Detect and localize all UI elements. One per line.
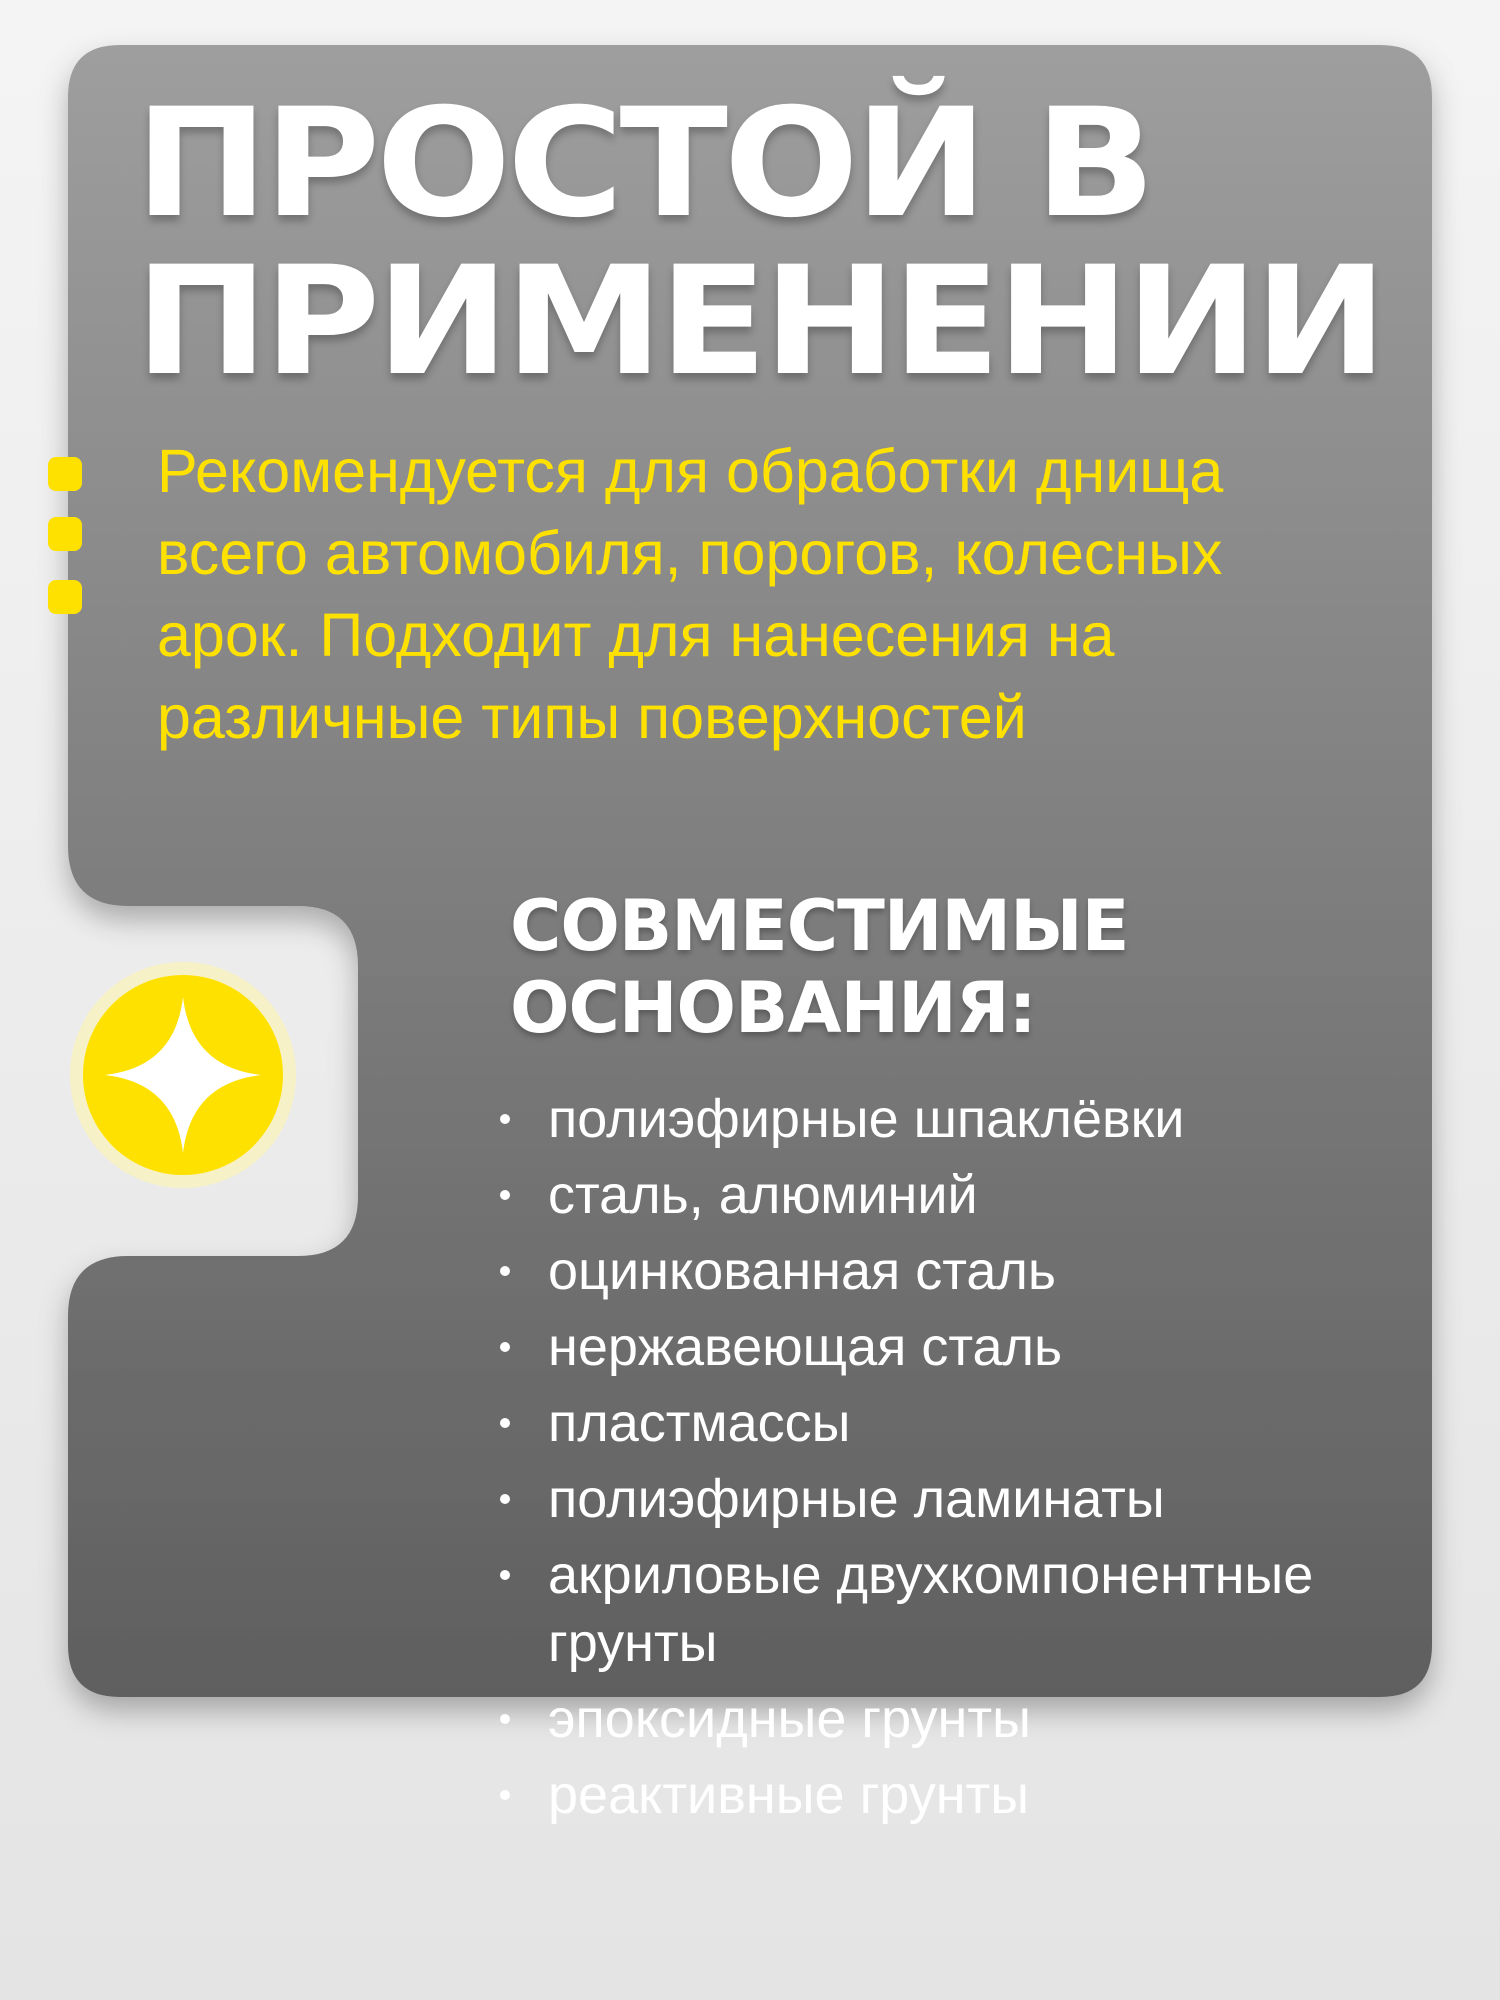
recommendation-line: арок. Подходит для нанесения на xyxy=(157,601,1115,669)
list-item-label: полиэфирные шпаклёвки xyxy=(548,1089,1185,1149)
bullet-dot-icon xyxy=(500,1190,510,1200)
list-item xyxy=(500,1161,1360,1229)
square-bullet-icon xyxy=(48,580,82,614)
title-line-1: ПРОСТОЙ В xyxy=(135,77,1152,251)
recommendation-line: различные типы поверхностей xyxy=(157,683,1027,751)
recommendation-text xyxy=(157,430,1417,758)
list-item xyxy=(500,1237,1360,1305)
bullet-dot-icon xyxy=(500,1342,510,1352)
substrates-heading-line-2: ОСНОВАНИЯ: xyxy=(510,967,1036,1049)
list-item xyxy=(500,1465,1360,1533)
list-item xyxy=(500,1685,1360,1753)
title-line-2: ПРИМЕНЕНИИ xyxy=(135,235,1384,409)
substrates-heading-line-1: СОВМЕСТИМЫЕ xyxy=(510,885,1129,967)
bullet-dot-icon xyxy=(500,1570,510,1580)
sparkle-badge xyxy=(68,960,298,1190)
recommendation-line: всего автомобиля, порогов, колесных xyxy=(157,519,1223,587)
list-item xyxy=(500,1085,1360,1153)
list-item xyxy=(500,1313,1360,1381)
bullet-dot-icon xyxy=(500,1714,510,1724)
substrates-list xyxy=(500,1085,1360,1837)
list-item-label: оцинкованная сталь xyxy=(548,1241,1057,1301)
substrates-heading xyxy=(510,885,1310,1049)
bullet-dot-icon xyxy=(500,1790,510,1800)
bullet-dot-icon xyxy=(500,1114,510,1124)
bullet-dot-icon xyxy=(500,1494,510,1504)
list-item-label: эпоксидные грунты xyxy=(548,1689,1031,1749)
square-bullet-icon xyxy=(48,517,82,551)
list-item xyxy=(500,1761,1360,1829)
list-item-label: пластмассы xyxy=(548,1393,851,1453)
list-item-label: нержавеющая сталь xyxy=(548,1317,1063,1377)
list-item xyxy=(500,1541,1360,1677)
list-item-label: реактивные грунты xyxy=(548,1765,1030,1825)
list-item-label: полиэфирные ламинаты xyxy=(548,1469,1165,1529)
list-item-label: сталь, алюминий xyxy=(548,1165,978,1225)
bullet-dot-icon xyxy=(500,1266,510,1276)
list-item-label: акриловые двухкомпонентные грунты xyxy=(548,1545,1314,1673)
page-title xyxy=(135,77,1384,409)
bullet-dot-icon xyxy=(500,1418,510,1428)
square-bullet-icon xyxy=(48,457,82,491)
recommendation-line: Рекомендуется для обработки днища xyxy=(157,437,1224,505)
list-item xyxy=(500,1389,1360,1457)
